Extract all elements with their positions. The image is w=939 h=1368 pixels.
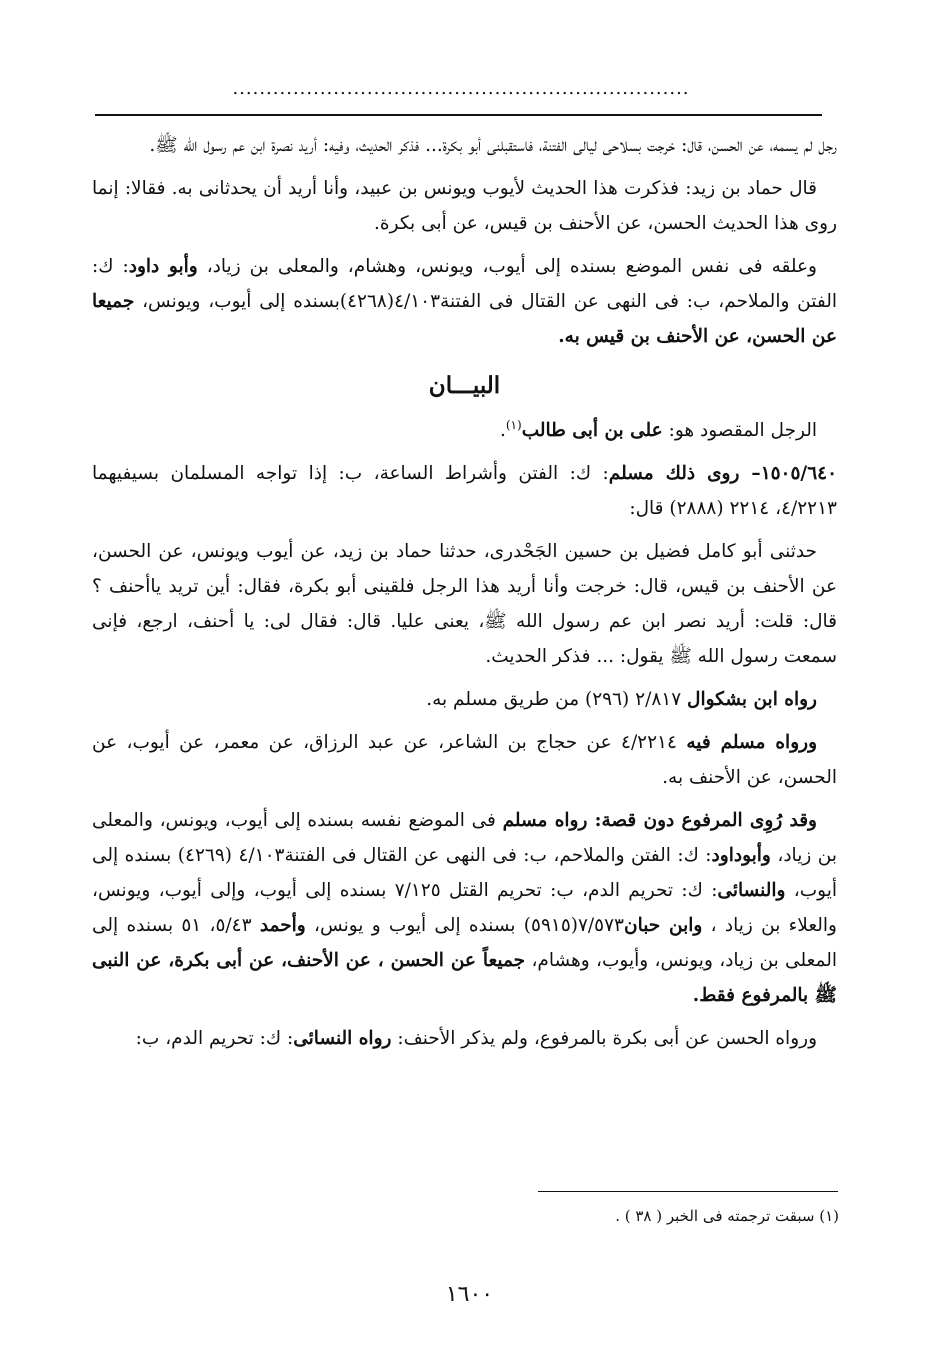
section-title: البيـــان <box>428 372 501 399</box>
bold-run: وقد رُوِى المرفوع دون قصة: رواه مسلم <box>502 810 817 831</box>
paragraph-2: قال حماد بن زيد: فذكرت هذا الحديث لأيوب ويونس بن عبيد، وأنا أريد أن يحدثانى به. فقالا: إنما روى هذا الحديث الحسن، عن الأحنف بن قيس، عن أبى بكرة. <box>92 178 837 234</box>
text-run: ٤/٢٢١٤ عن حجاج بن الشاعر، عن عبد الرزاق، عن معمر، عن أيوب، عن الحسن، عن الأحنف به. <box>92 732 837 788</box>
text-run: : ك: الفتن والملاحم، ب: فى النهى عن القتال فى الفتنة٤/١٠٣ (٤٢٦٩) بسنده إلى أيوب، <box>92 845 837 901</box>
bold-run: رواه النسائى <box>293 1028 392 1049</box>
paragraph-6: حدثنى أبو كامل فضيل بن حسين الجَحْدرى، حدثنا حماد بن زيد، عن أيوب ويونس، عن الحسن، عن الأحنف بن قيس، قال: خرجت وأنا أريد هذا الرجل فلقينى أبو بكرة، فقال: أين تريد ياأحنف ؟ قال: قلت: أريد نصر ابن عم رسول الله ﷺ، يعنى عليا. قال: فقال لى: يا أحنف، ارجع، فإنى سمعت رسول الله ﷺ يقول: ... فذكر الحديث. <box>92 541 837 667</box>
bold-run: جميعاً عن الحسن ، عن الأحنف، عن أبى بكرة، عن النبى ﷺ بالمرفوع فقط. <box>92 950 837 1006</box>
bold-run: على بن أبى طالب <box>521 420 663 441</box>
text-run: : ك: الفتن والملاحم، ب: فى النهى عن القتال فى الفتنة٤/١٠٣(٤٢٦٨)بسنده إلى أيوب، ويونس، <box>92 256 837 312</box>
bold-run: ورواه مسلم فيه <box>686 732 817 753</box>
text-run: ٥/٤٣، ٥١ بسنده إلى المعلى بن زياد، ويونس، وأيوب، وهشام، <box>92 915 837 971</box>
paragraph-5 <box>92 456 837 526</box>
paragraph-4 <box>92 413 837 448</box>
bold-run: والنسائى <box>717 880 786 901</box>
header-rule <box>95 114 822 116</box>
bold-run: رواه ابن بشكوال <box>687 689 817 710</box>
paragraph-1: رجل لم يسمه، عن الحسن، قال: خرجت بسلاحى ليالى الفتنة، فاستقبلنى أبو بكرة... فذكر الحديث، وفيه: أريد نصرة ابن عم رسول الله ﷺ. <box>149 135 837 156</box>
paragraph-8 <box>92 725 837 795</box>
text-run: الرجل المقصود هو: <box>662 420 817 441</box>
text-run: : ك: تحريم الدم، ب: تحريم القتل ٧/١٢٥ بسنده إلى أيوب، وإلى أيوب، ويونس، والعلاء بن زياد ، <box>92 880 837 936</box>
paragraph-9 <box>92 803 837 1013</box>
paragraph-10 <box>92 1021 837 1056</box>
text-run: ٧/٥٧٣(٥٩١٥) بسنده إلى أيوب و يونس، <box>305 915 624 936</box>
paragraph-3 <box>92 249 837 354</box>
text-run: وعلقه فى نفس الموضع بسنده إلى أيوب، ويونس، وهشام، والمعلى بن زياد، <box>197 256 817 277</box>
main-text <box>92 128 837 1064</box>
bold-run: وأبوداود <box>711 845 771 866</box>
text-run: : ك: تحريم الدم، ب: <box>135 1028 294 1049</box>
paragraph-7 <box>92 682 837 717</box>
page-number: ١٦٠٠ <box>445 1282 494 1307</box>
footnote-marker: (١) <box>505 417 522 432</box>
bold-run: جميعا عن الحسن، عن الأحنف بن قيس به. <box>92 291 837 347</box>
bold-run: وأحمد <box>259 915 306 936</box>
header-dotted-line: .................................................................... <box>232 78 690 99</box>
text-run: . <box>499 420 506 441</box>
footnote: (١) سبقت ترجمته فى الخبر ( ٣٨ ) . <box>615 1207 839 1225</box>
bold-run: وابن حبان <box>623 915 703 936</box>
footnote-rule <box>538 1191 838 1192</box>
text-run: : ك: الفتن وأشراط الساعة، ب: إذا تواجه المسلمان بسيفيهما ٤/٢٢١٣، ٢٢١٤ (٢٨٨٨) قال: <box>92 463 837 519</box>
text-run: ورواه الحسن عن أبى بكرة بالمرفوع، ولم يذكر الأحنف: <box>391 1028 817 1049</box>
bold-run: ١٥٠٥/٦٤٠– روى ذلك مسلم <box>608 463 837 484</box>
bold-run: وأبو داود <box>128 256 198 277</box>
text-run: ٢/٨١٧ (٢٩٦) من طريق مسلم به. <box>426 689 688 710</box>
text-run: فى الموضع نفسه بسنده إلى أيوب، ويونس، والمعلى بن زياد، <box>92 810 837 866</box>
